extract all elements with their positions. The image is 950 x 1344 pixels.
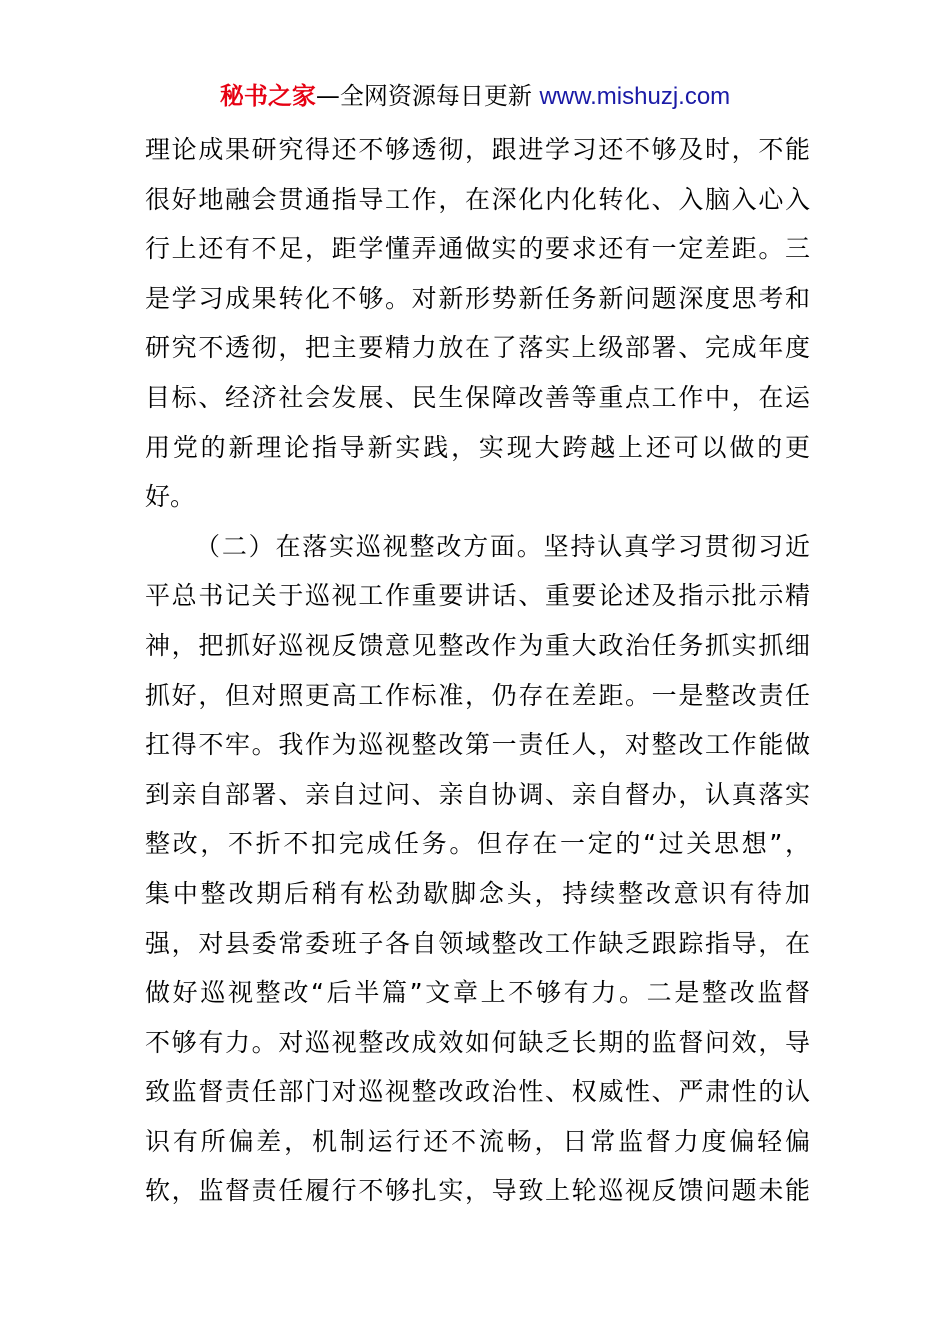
text-line: 好。 xyxy=(145,482,196,512)
text-line: 理论成果研究得还不够透彻，跟进学习还不够及时，不能 xyxy=(145,135,810,164)
text-line: 做好巡视整改“后半篇”文章上不够有力。二是整改监督 xyxy=(145,978,810,1008)
text-line: 很好地融会贯通指导工作，在深化内化转化、入脑入心入 xyxy=(145,184,810,214)
text-line: 到亲自部署、亲自过问、亲自协调、亲自督办，认真落实 xyxy=(145,779,810,809)
text-line: 抓好，但对照更高工作标准，仍存在差距。一是整改责任 xyxy=(145,680,810,710)
text-line: 行上还有不足，距学懂弄通做实的要求还有一定差距。三 xyxy=(145,234,810,264)
text-line: 是学习成果转化不够。对新形势新任务新问题深度思考和 xyxy=(145,283,810,313)
text-line: 整改，不折不扣完成任务。但存在一定的“过关思想”， xyxy=(145,829,810,859)
text-line: 不够有力。对巡视整改成效如何缺乏长期的监督问效，导 xyxy=(145,1027,810,1057)
site-brand: 秘书之家 xyxy=(219,82,316,110)
text-line: 软，监督责任履行不够扎实，导致上轮巡视反馈问题未能 xyxy=(145,1176,810,1206)
text-line: 致监督责任部门对巡视整改政治性、权威性、严肃性的认 xyxy=(145,1077,810,1107)
text-line: 识有所偏差，机制运行还不流畅，日常监督力度偏轻偏 xyxy=(145,1126,810,1156)
site-header xyxy=(0,80,950,112)
section-heading-line: （二）在落实巡视整改方面。坚持认真学习贯彻习近 xyxy=(195,531,810,561)
text-line: 研究不透彻，把主要精力放在了落实上级部署、完成年度 xyxy=(145,333,810,363)
text-line: 平总书记关于巡视工作重要讲话、重要论述及指示批示精 xyxy=(145,581,810,611)
text-line: 神，把抓好巡视反馈意见整改作为重大政治任务抓实抓细 xyxy=(145,630,810,660)
text-line: 强，对县委常委班子各自领域整改工作缺乏跟踪指导，在 xyxy=(145,928,810,958)
site-url-link[interactable]: www.mishuzj.com xyxy=(539,83,731,110)
text-line: 用党的新理论指导新实践，实现大跨越上还可以做的更 xyxy=(145,432,810,462)
text-line: 目标、经济社会发展、民生保障改善等重点工作中，在运 xyxy=(145,382,810,412)
site-tagline: —全网资源每日更新 xyxy=(315,82,532,110)
document-body xyxy=(145,125,810,1216)
text-line: 集中整改期后稍有松劲歇脚念头，持续整改意识有待加 xyxy=(145,878,810,908)
text-line: 扛得不牢。我作为巡视整改第一责任人，对整改工作能做 xyxy=(145,730,810,760)
